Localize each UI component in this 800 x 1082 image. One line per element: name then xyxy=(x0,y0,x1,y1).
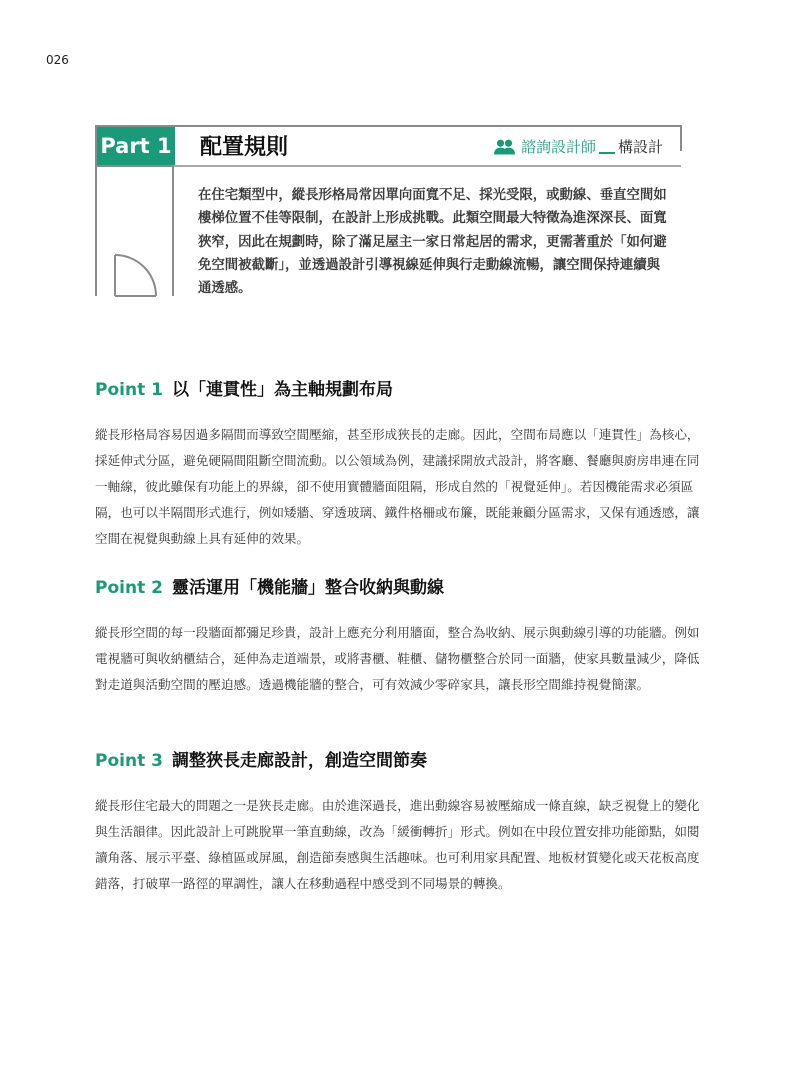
point-label: Point 1 xyxy=(95,380,163,400)
people-icon xyxy=(494,139,515,155)
section-body: 縱長形住宅最大的問題之一是狹長走廊。由於進深過長，進出動線容易被壓縮成一條直線，缺乏視覺上的變化與生活韻律。因此設計上可跳脫單一筆直動線，改為「緩衝轉折」形式。例如在中段位置安排功能節點，如閱讀角落、展示平臺、綠植區或屏風，創造節奏感與生活趣味。也可利用家具配置、地板材質變化或天花板高度錯落，打破單一路徑的單調性，讓人在移動過程中感受到不同場景的轉換。 xyxy=(95,798,700,891)
consult-label: 諮詢設計師 xyxy=(521,138,597,156)
intro-paragraph: 在住宅類型中，縱長形格局常因單向面寬不足、採光受限，或動線、垂直空間如樓梯位置不佳等限制，在設計上形成挑戰。此類空間最大特徵為進深深長、面寬狹窄，因此在規劃時，除了滿足屋主一家日常起居的需求，更需著重於「如何避免空間被截斷」，並透過設計引導視線延伸與行走動線流暢，讓空間保持連續與通透感。 xyxy=(198,188,667,297)
section-point-1 xyxy=(95,375,707,552)
page-number: 026 xyxy=(46,53,69,67)
company-name: 構設計 xyxy=(618,138,664,156)
section-title: 靈活運用「機能牆」整合收納與動線 xyxy=(171,578,444,598)
part-badge: Part 1 xyxy=(97,127,175,165)
point-label: Point 3 xyxy=(95,751,163,771)
section-body: 縱長形空間的每一段牆面都彌足珍貴，設計上應充分利用牆面，整合為收納、展示與動線引導的功能牆。例如電視牆可與收納櫃結合，延伸為走道端景，或將書櫃、鞋櫃、儲物櫃整合於同一面牆，使家具數量減少，降低對走道與活動空間的壓迫感。透過機能牆的整合，可有效減少零碎家具，讓長形空間維持視覺簡潔。 xyxy=(95,625,700,692)
consult-separator xyxy=(599,152,615,154)
section-heading xyxy=(95,573,707,598)
section-point-2 xyxy=(95,573,707,698)
section-title: 以「連貫性」為主軸規劃布局 xyxy=(171,380,393,400)
part-title: 配置規則 xyxy=(200,135,289,160)
section-heading xyxy=(95,375,707,400)
section-title: 調整狹長走廊設計，創造空間節奏 xyxy=(171,751,427,771)
point-label: Point 2 xyxy=(95,578,163,598)
section-heading xyxy=(95,746,707,771)
section-point-3 xyxy=(95,746,707,897)
section-body: 縱長形格局容易因過多隔間而導致空間壓縮，甚至形成狹長的走廊。因此，空間布局應以「連貫性」為核心，採延伸式分區，避免硬隔間阻斷空間流動。以公領域為例，建議採開放式設計，將客廳、餐廳與廚房串連在同一軸線，彼此雖保有功能上的界線，卻不使用實體牆面阻隔，形成自然的「視覺延伸」。若因機能需求必須區隔，也可以半隔間形式進行，例如矮牆、穿透玻璃、鐵件格柵或布簾，既能兼顧分區需求，又保有通透感，讓空間在視覺與動線上具有延伸的效果。 xyxy=(95,427,700,546)
consult-credit xyxy=(494,136,663,157)
